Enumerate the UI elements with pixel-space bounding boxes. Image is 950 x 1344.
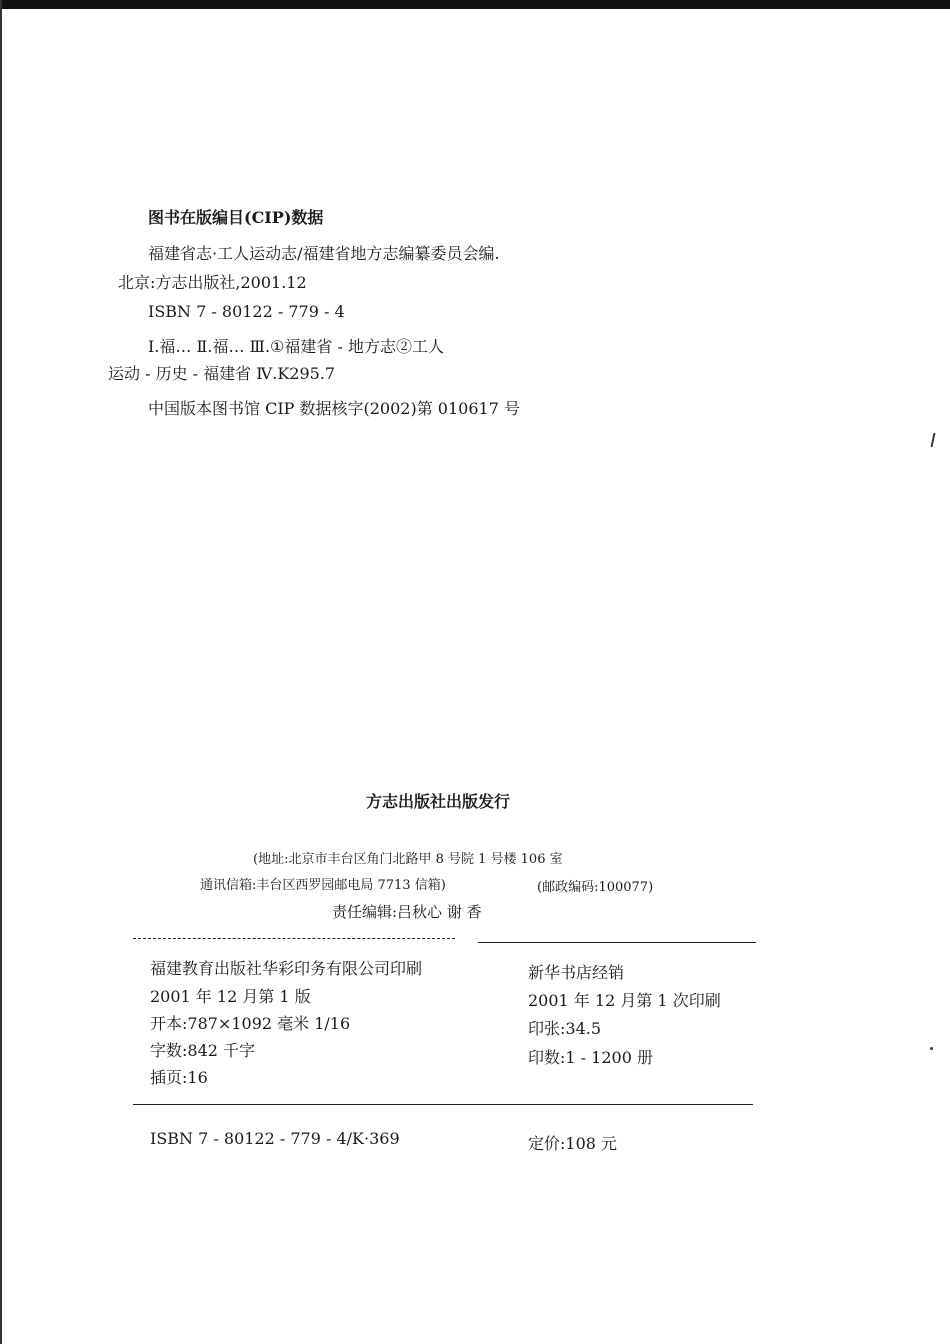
rule-dashed-left: [133, 938, 455, 939]
footer-isbn: ISBN 7 - 80122 - 779 - 4/K·369: [150, 1129, 400, 1148]
printing-left-2: 2001 年 12 月第 1 版: [150, 987, 311, 1006]
rule-right: [478, 942, 756, 943]
publisher-postal-code: (邮政编码:100077): [537, 880, 654, 895]
printing-left-4: 字数:842 千字: [150, 1041, 256, 1060]
publisher-mailbox: 通讯信箱:丰台区西罗园邮电局 7713 信箱): [200, 878, 446, 893]
scan-speck: [930, 1047, 933, 1050]
cip-heading: 图书在版编目(CIP)数据: [148, 208, 324, 227]
responsible-editors: 责任编辑:吕秋心 谢 香: [332, 903, 482, 921]
printing-left-5: 插页:16: [150, 1068, 208, 1087]
cip-line-1: 福建省志·工人运动志/福建省地方志编纂委员会编.: [148, 244, 500, 263]
publisher-heading: 方志出版社出版发行: [366, 792, 511, 811]
cip-line-5: 运动 - 历史 - 福建省 Ⅳ.K295.7: [108, 364, 336, 383]
scan-left-border: [0, 0, 2, 1344]
cip-line-4: Ⅰ.福… Ⅱ.福… Ⅲ.①福建省 - 地方志②工人: [148, 337, 444, 356]
rule-footer: [133, 1104, 753, 1105]
printing-left-3: 开本:787×1092 毫米 1/16: [150, 1014, 351, 1033]
printing-left-1: 福建教育出版社华彩印务有限公司印刷: [150, 959, 423, 978]
footer-price: 定价:108 元: [528, 1134, 618, 1153]
cip-line-3: ISBN 7 - 80122 - 779 - 4: [148, 302, 345, 321]
publisher-address: (地址:北京市丰台区角门北路甲 8 号院 1 号楼 106 室: [253, 852, 563, 867]
printing-right-4: 印数:1 - 1200 册: [528, 1048, 653, 1067]
printing-right-1: 新华书店经销: [528, 963, 625, 982]
scan-speck: [931, 433, 936, 447]
cip-line-6: 中国版本图书馆 CIP 数据核字(2002)第 010617 号: [148, 399, 520, 418]
printing-right-2: 2001 年 12 月第 1 次印刷: [528, 991, 721, 1010]
cip-line-2: 北京:方志出版社,2001.12: [118, 273, 307, 292]
scan-top-border: [0, 0, 950, 9]
printing-right-3: 印张:34.5: [528, 1019, 602, 1038]
